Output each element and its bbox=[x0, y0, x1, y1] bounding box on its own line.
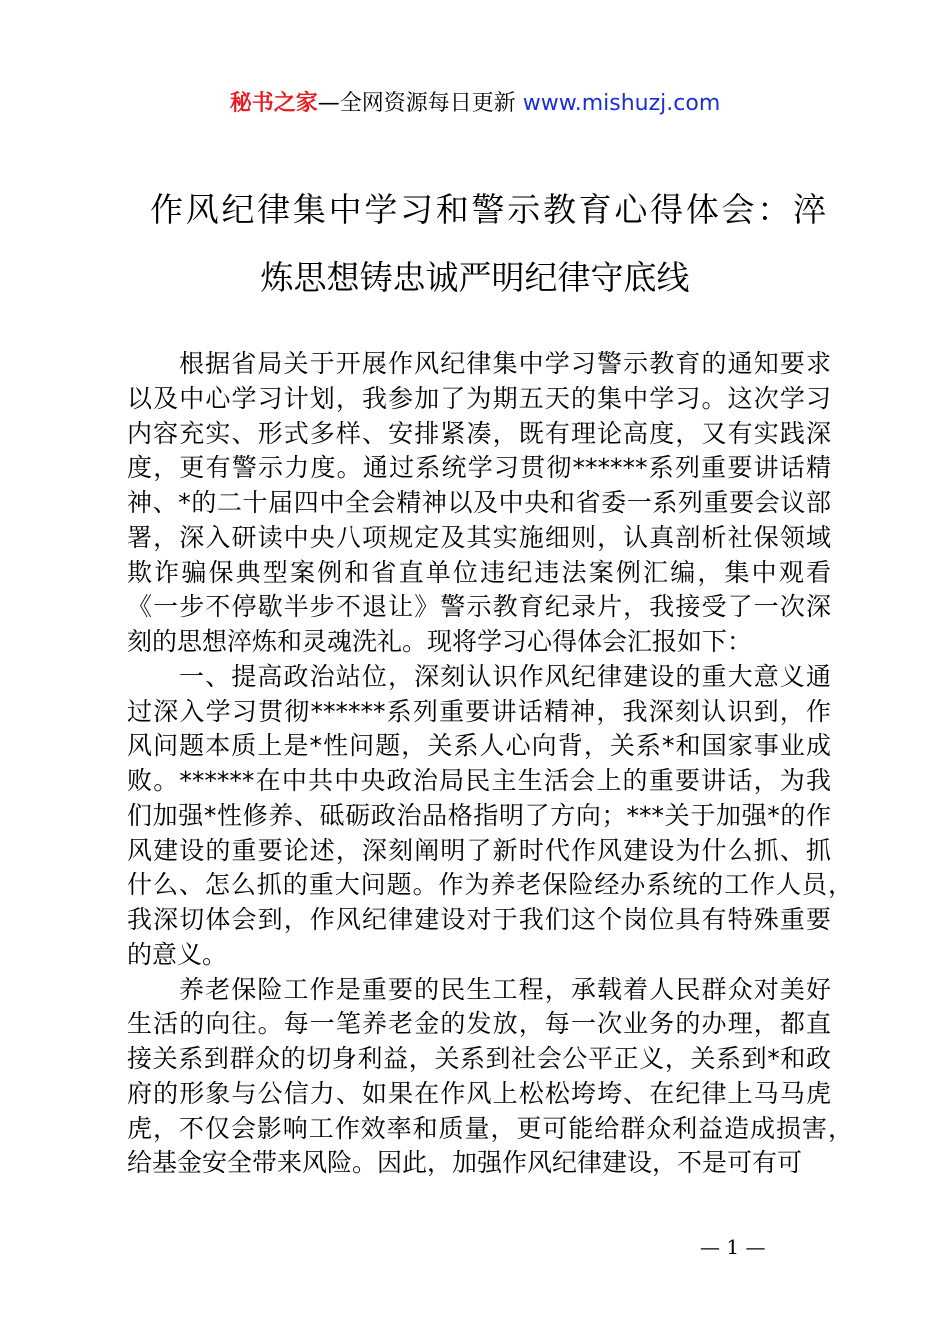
text-line: 们加强*性修养、砥砺政治品格指明了方向；***关于加强*的作 bbox=[127, 800, 831, 830]
text-line: 生活的向往。每一笔养老金的发放，每一次业务的办理，都直 bbox=[127, 1009, 831, 1039]
text-line: 给基金安全带来风险。因此，加强作风纪律建设，不是可有可 bbox=[127, 1148, 803, 1178]
text-line: 过深入学习贯彻******系列重要讲话精神，我深刻认识到，作 bbox=[127, 696, 831, 726]
text-line: 养老保险工作是重要的民生工程，承载着人民群众对美好 bbox=[179, 974, 831, 1004]
text-line: 署，深入研读中央八项规定及其实施细则，认真剖析社保领域 bbox=[127, 522, 831, 552]
text-line: 府的形象与公信力、如果在作风上松松垮垮、在纪律上马马虎 bbox=[127, 1078, 831, 1108]
text-line: 神、*的二十届四中全会精神以及中央和省委一系列重要会议部 bbox=[127, 488, 831, 517]
text-line: 以及中心学习计划，我参加了为期五天的集中学习。这次学习 bbox=[127, 383, 831, 413]
brand-name: 秘书之家 bbox=[229, 91, 318, 116]
document-body bbox=[127, 347, 853, 1181]
paragraph bbox=[127, 660, 853, 973]
site-banner bbox=[0, 88, 950, 120]
text-line: 一、提高政治站位，深刻认识作风纪律建设的重大意义通 bbox=[179, 661, 831, 691]
paragraph bbox=[127, 973, 853, 1182]
text-line: 的意义。 bbox=[127, 939, 228, 969]
document-title-line-2: 炼思想铸忠诚严明纪律守底线 bbox=[260, 258, 690, 297]
text-line: 欺诈骗保典型案例和省直单位违纪违法案例汇编，集中观看 bbox=[127, 557, 831, 587]
text-line: 根据省局关于开展作风纪律集中学习警示教育的通知要求 bbox=[179, 349, 831, 378]
text-line: 什么、怎么抓的重大问题。作为养老保险经办系统的工作人员， bbox=[127, 870, 853, 900]
site-url-link[interactable]: www.mishuzj.com bbox=[522, 91, 721, 116]
text-line: 内容充实、形式多样、安排紧凑，既有理论高度，又有实践深 bbox=[127, 418, 831, 448]
paragraph bbox=[127, 347, 831, 660]
text-line: 风问题本质上是*性问题，关系人心向背，关系*和国家事业成 bbox=[127, 731, 831, 761]
text-line: 败。******在中共中央政治局民主生活会上的重要讲话，为我 bbox=[127, 766, 831, 795]
text-line: 度，更有警示力度。通过系统学习贯彻******系列重要讲话精 bbox=[127, 453, 831, 483]
text-line: 接关系到群众的切身利益，关系到社会公平正义，关系到*和政 bbox=[127, 1044, 831, 1073]
page-number: — 1 — bbox=[700, 1235, 766, 1259]
document-title-line-1: 作风纪律集中学习和警示教育心得体会：淬 bbox=[150, 190, 826, 229]
text-line: 《一步不停歇半步不退让》警示教育纪录片，我接受了一次深 bbox=[127, 592, 831, 622]
banner-slogan: —全网资源每日更新 bbox=[317, 91, 523, 116]
text-line: 风建设的重要论述，深刻阐明了新时代作风建设为什么抓、抓 bbox=[127, 835, 831, 865]
text-line: 刻的思想淬炼和灵魂洗礼。现将学习心得体会汇报如下： bbox=[127, 627, 753, 656]
text-line: 虎，不仅会影响工作效率和质量，更可能给群众利益造成损害， bbox=[127, 1113, 853, 1143]
text-line: 我深切体会到，作风纪律建设对于我们这个岗位具有特殊重要 bbox=[127, 905, 831, 934]
